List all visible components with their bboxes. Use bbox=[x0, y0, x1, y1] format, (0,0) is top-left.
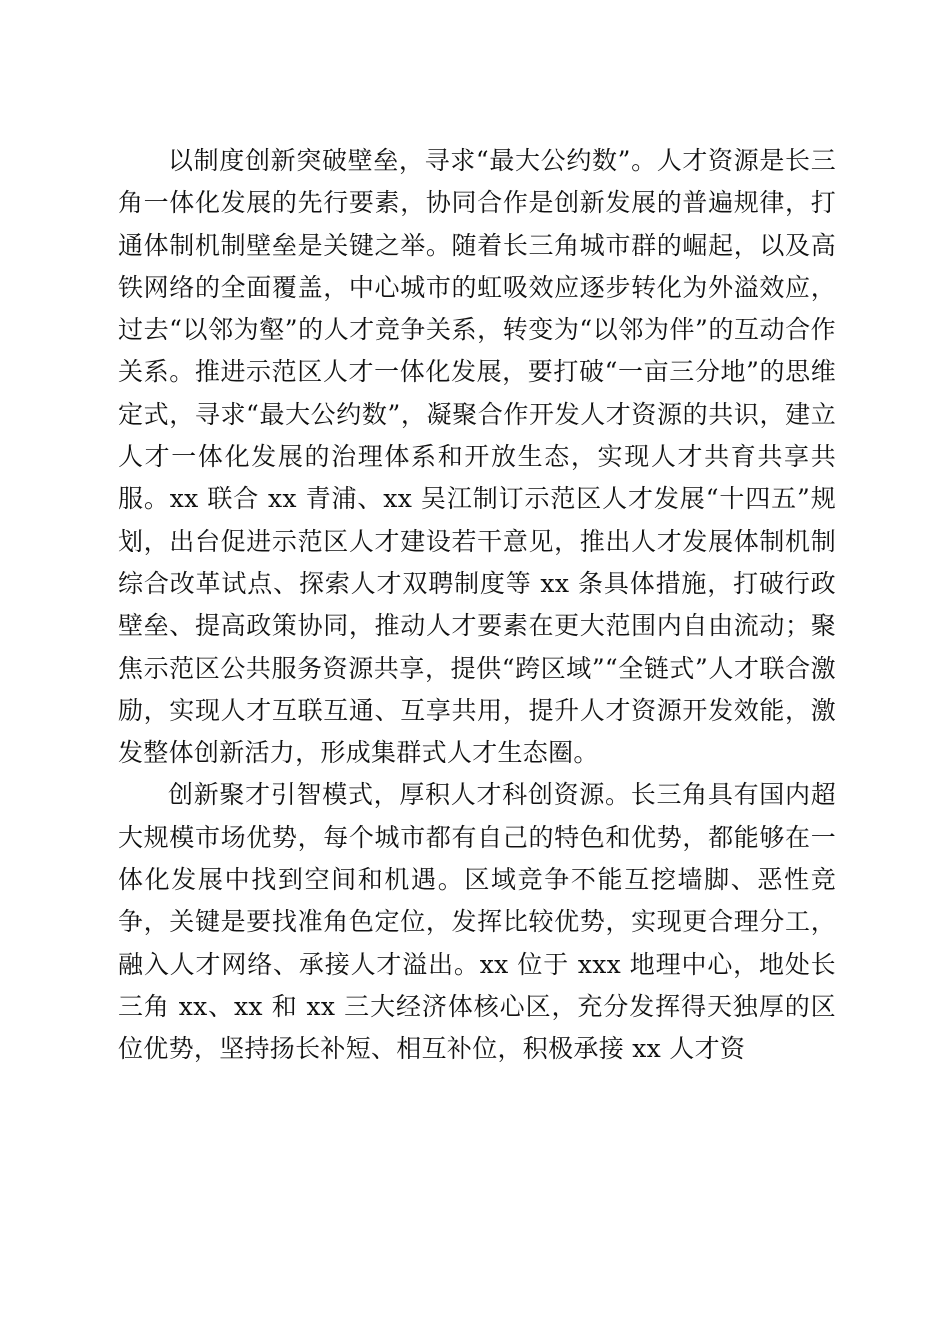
paragraph-institutional-innovation: 以制度创新突破壁垒，寻求“最大公约数”。人才资源是长三角一体化发展的先行要素，协同合作是创新发展的普遍规律，打通体制机制壁垒是关键之举。随着长三角城市群的崛起，以及高铁网络的全面覆盖，中心城市的虹吸效应逐步转化为外溢效应，过去“以邻为壑”的人才竞争关系，转变为“以邻为伴”的互动合作关系。推进示范区人才一体化发展，要打破“一亩三分地”的思维定式，寻求“最大公约数”，凝聚合作开发人才资源的共识，建立人才一体化发展的治理体系和开放生态，实现人才共育共享共服。xx 联合 xx 青浦、xx 吴江制订示范区人才发展“十四五”规划，出台促进示范区人才建设若干意见，推出人才发展体制机制综合改革试点、探索人才双聘制度等 xx 条具体措施，打破行政壁垒、提高政策协同，推动人才要素在更大范围内自由流动；聚焦示范区公共服务资源共享，提供“跨区域”“全链式”人才联合激励，实现人才互联互通、互享共用，提升人才资源开发效能，激发整体创新活力，形成集群式人才生态圈。 bbox=[118, 146, 836, 768]
paragraph-talent-attraction: 创新聚才引智模式，厚积人才科创资源。长三角具有国内超大规模市场优势，每个城市都有自己的特色和优势，都能够在一体化发展中找到空间和机遇。区域竞争不能互挖墙脚、恶性竞争，关键是要找准角色定位，发挥比较优势，实现更合理分工，融入人才网络、承接人才溢出。xx 位于 xxx 地理中心，地处长三角 xx、xx 和 xx 三大经济体核心区，充分发挥得天独厚的区位优势，坚持扬长补短、相互补位，积极承接 xx 人才资 bbox=[118, 780, 836, 1064]
document-body bbox=[118, 140, 836, 1071]
